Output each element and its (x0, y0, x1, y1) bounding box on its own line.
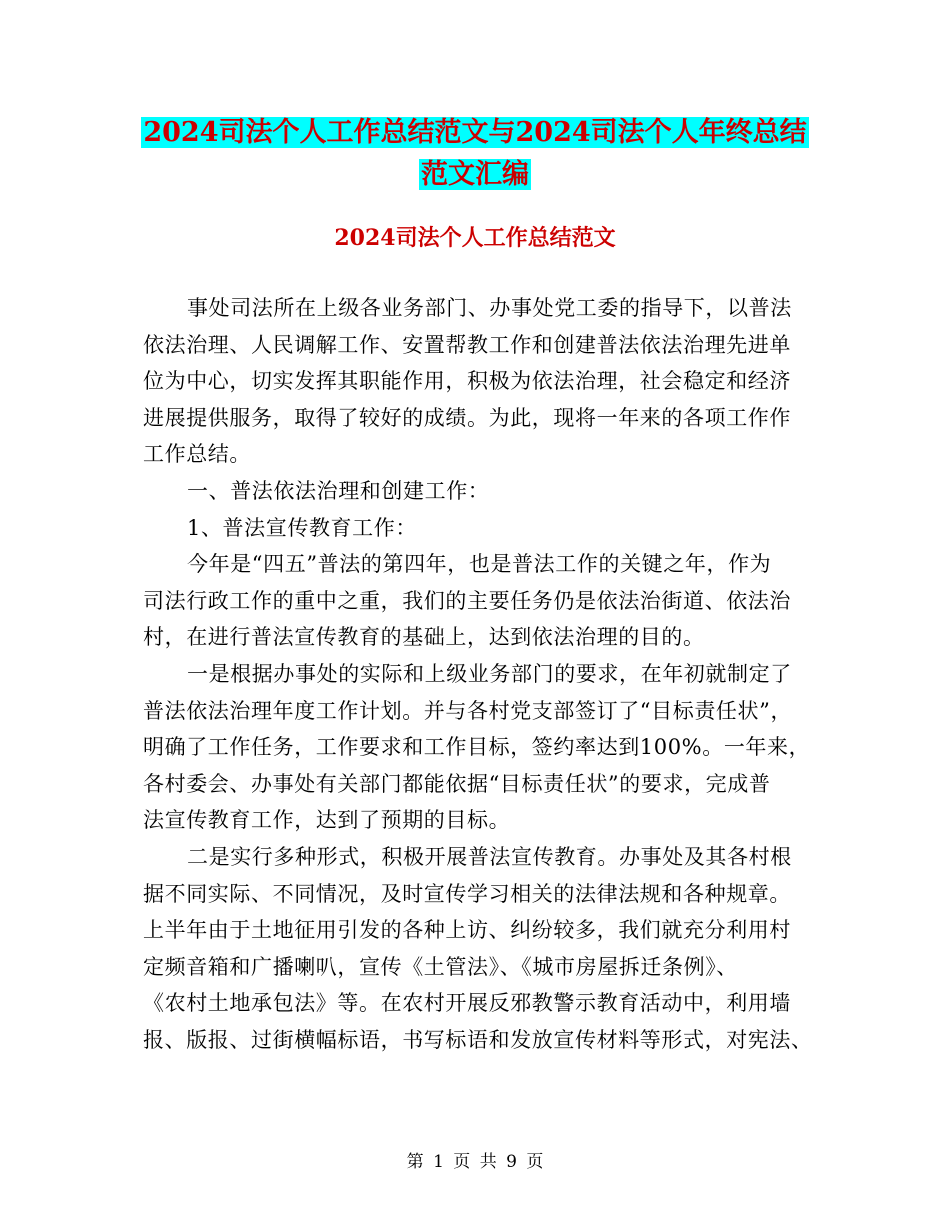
paragraph-line: 据不同实际、不同情况，及时宣传学习相关的法律法规和各种规章。 (143, 881, 791, 906)
body-text (143, 290, 813, 1058)
paragraph-line: 《农村土地承包法》等。在农村开展反邪教警示教育活动中，利用墙 (143, 991, 791, 1016)
paragraph-line: 工作总结。 (143, 442, 251, 467)
document-title-line-2 (0, 152, 950, 197)
paragraph-line: 一是根据办事处的实际和上级业务部门的要求，在年初就制定了 (187, 661, 792, 686)
page-number: 第 1 页 共 9 页 (406, 1152, 544, 1172)
paragraph-line: 定频音箱和广播喇叭，宣传《土管法》、《城市房屋拆迁条例》、 (143, 954, 738, 979)
paragraph-line: 依法治理、人民调解工作、安置帮教工作和创建普法依法治理先进单 (143, 332, 791, 357)
heading-line: 1、普法宣传教育工作： (187, 515, 417, 540)
paragraph-line: 位为中心，切实发挥其职能作用，积极为依法治理，社会稳定和经济 (143, 369, 791, 394)
title-highlight: 2024司法个人工作总结范文与2024司法个人年终总结 (143, 117, 807, 148)
paragraph-line: 明确了工作任务，工作要求和工作目标，签约率达到100%。一年来， (143, 735, 811, 760)
document-title-line-1 (0, 110, 950, 155)
paragraph-line: 上半年由于土地征用引发的各种上访、纠纷较多，我们就充分利用村 (143, 918, 791, 943)
paragraph-line: 事处司法所在上级各业务部门、办事处党工委的指导下，以普法 (187, 296, 792, 320)
title-highlight: 范文汇编 (421, 159, 529, 190)
paragraph-line: 各村委会、办事处有关部门都能依据“目标责任状”的要求，完成普 (143, 771, 771, 796)
paragraph-line: 司法行政工作的重中之重，我们的主要任务仍是依法治街道、依法治 (143, 588, 791, 613)
paragraph-line: 进展提供服务，取得了较好的成绩。为此，现将一年来的各项工作作 (143, 405, 791, 430)
paragraph-line: 村，在进行普法宣传教育的基础上，达到依法治理的目的。 (143, 625, 705, 650)
section-title: 2024司法个人工作总结范文 (334, 225, 616, 251)
paragraph-line: 普法依法治理年度工作计划。并与各村党支部签订了“目标责任状”， (143, 698, 793, 723)
paragraph-line: 今年是“四五”普法的第四年，也是普法工作的关键之年，作为 (187, 552, 772, 577)
paragraph-line: 法宣传教育工作，达到了预期的目标。 (143, 808, 511, 833)
paragraph-line: 报、版报、过街横幅标语，书写标语和发放宣传材料等形式，对宪法、 (143, 1027, 813, 1052)
heading-line: 一、普法依法治理和创建工作： (187, 478, 490, 503)
paragraph-line: 二是实行多种形式，积极开展普法宣传教育。办事处及其各村根 (187, 844, 792, 869)
